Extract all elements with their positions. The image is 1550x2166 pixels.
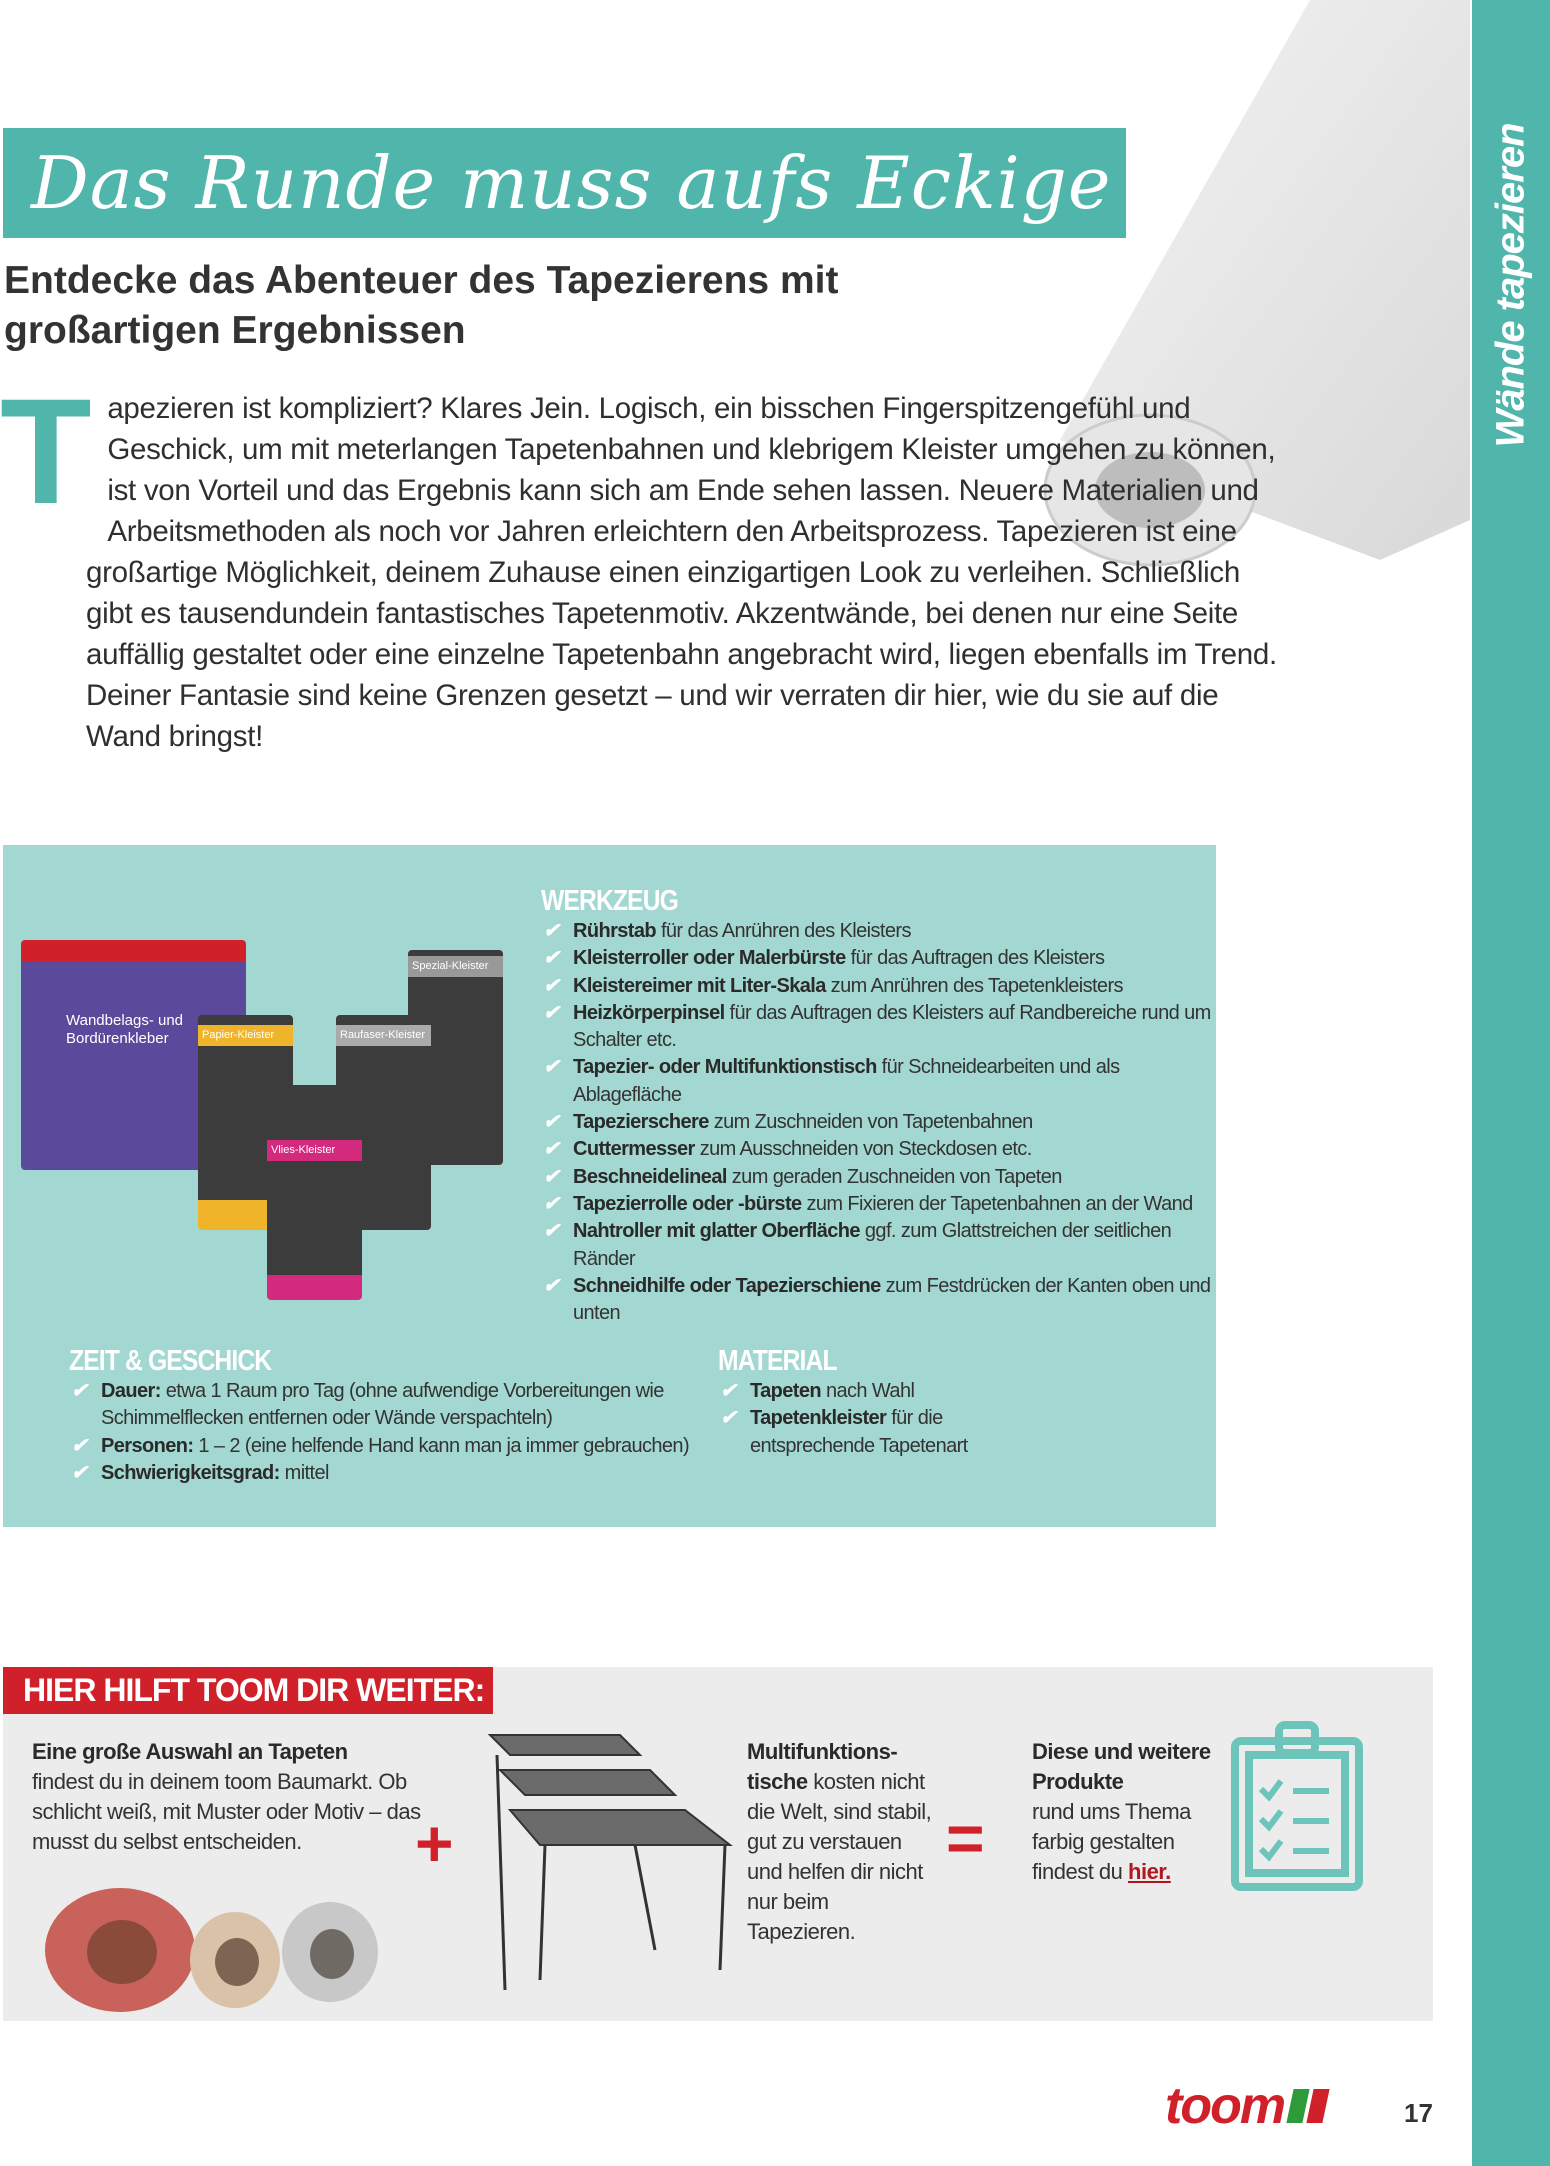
- subtitle: Entdecke das Abenteuer des Tapezierens mit großartigen Ergebnissen: [4, 259, 839, 352]
- checklist-item: ✔ Tapezierschere zum Zuschneiden von Tapetenbahnen: [541, 1109, 1211, 1136]
- check-icon: ✔: [543, 1111, 560, 1134]
- drop-cap: T: [0, 367, 92, 535]
- check-icon: ✔: [543, 1056, 560, 1079]
- title-band: [3, 128, 1126, 238]
- check-icon: ✔: [543, 1001, 560, 1024]
- equals-sign: =: [946, 1801, 985, 1875]
- material-list: [718, 1378, 1008, 1460]
- material-heading: MATERIAL: [718, 1345, 837, 1377]
- check-icon: ✔: [543, 974, 560, 997]
- checklist-item: ✔ Schneidhilfe oder Tapezierschiene zum Festdrücken der Kanten oben und unten: [543, 1274, 1211, 1325]
- checklist-item: ✔ Cuttermesser zum Ausschneiden von Steckdosen etc.: [541, 1136, 1211, 1163]
- check-icon: ✔: [543, 947, 560, 970]
- zeit-list: [69, 1378, 709, 1487]
- werkzeug-list: [541, 918, 1211, 1327]
- wallpaper-rolls-image: [30, 1880, 390, 2015]
- help-col-wallpaper: Eine große Auswahl an Tapeten findest du in deinem toom Baumarkt. Ob schlicht weiß, mit Muster oder Motiv – das musst du selbst entscheiden.: [32, 1739, 421, 1854]
- zeit-heading: ZEIT & GESCHICK: [69, 1345, 272, 1377]
- clipboard-checklist-icon: [1229, 1719, 1365, 1893]
- checklist-item: ✔ Nahtroller mit glatter Oberfläche ggf. zum Glattstreichen der seitlichen Ränder: [543, 1220, 1172, 1270]
- product-box-papier: Papier-Kleister: [198, 1015, 293, 1230]
- intro-paragraph: [0, 367, 1290, 757]
- checklist-item: ✔ Personen: 1 – 2 (eine helfende Hand kann man ja immer gebrauchen): [69, 1433, 709, 1460]
- checklist-item: ✔ Tapetenkleister für die entsprechende Tapetenart: [720, 1407, 968, 1457]
- checklist-item: ✔ Tapeten nach Wahl: [718, 1378, 1008, 1405]
- check-icon: ✔: [543, 1138, 560, 1161]
- plus-sign: +: [415, 1806, 454, 1880]
- checklist-item: ✔ Kleistereimer mit Liter-Skala zum Anrühren des Tapetenkleisters: [541, 973, 1211, 1000]
- check-icon: ✔: [543, 1274, 560, 1297]
- check-icon: ✔: [71, 1380, 88, 1402]
- page-title: Das Runde muss aufs Eckige: [31, 141, 1112, 225]
- check-icon: ✔: [720, 1407, 737, 1430]
- toom-logo: toom: [1165, 2076, 1326, 2136]
- products-link[interactable]: hier.: [1128, 1859, 1171, 1884]
- product-box-vlies: Vlies-Kleister: [267, 1085, 362, 1300]
- checklist-item: ✔ Rührstab für das Anrühren des Kleisters: [541, 918, 1211, 945]
- checklist-item: ✔ Heizkörperpinsel für das Auftragen des Kleisters auf Randbereiche rund um Schalter etc.: [543, 1001, 1211, 1052]
- check-icon: ✔: [543, 1165, 560, 1188]
- checklist-item: ✔ Tapezierrolle oder -bürste zum Fixieren der Tapetenbahnen an der Wand: [541, 1191, 1211, 1218]
- check-icon: ✔: [543, 1192, 560, 1215]
- help-heading: HIER HILFT TOOM DIR WEITER:: [3, 1667, 493, 1714]
- help-col-table: Multifunktionstische kosten nicht die Welt, sind stabil, gut zu verstauen und helfen dir nicht nur beim Tapezieren.: [747, 1739, 932, 1944]
- check-icon: ✔: [720, 1380, 737, 1402]
- check-icon: ✔: [71, 1434, 88, 1457]
- tools-panel: [3, 845, 1216, 1527]
- check-icon: ✔: [71, 1461, 88, 1484]
- help-col-products: Diese und weitere Produkte rund ums Thema farbig gestalten findest du hier.: [1032, 1739, 1211, 1884]
- checklist-item: ✔ Schwierigkeitsgrad: mittel: [69, 1460, 709, 1487]
- paste-bucket-image: Wandbelags- und Bordürenkleber: [21, 940, 246, 1170]
- checklist-item: ✔ Kleisterroller oder Malerbürste für das Auftragen des Kleisters: [541, 945, 1211, 972]
- intro-text: apezieren ist kompliziert? Klares Jein. Logisch, ein bisschen Fingerspitzengefühl und Geschick, um mit meterlangen Tapetenbahnen und klebrigem Kleister umgehen zu können, ist von Vorteil und das Ergebnis kann sich am Ende sehen lassen. Neuere Materialien und Arbeitsmethoden als noch vor Jahren erleichtern den Arbeitsprozess. Tapezieren ist eine großartige Möglichkeit, deinem Zuhause einen einzigartigen Look zu verleihen. Schließlich gibt es tausendundein fantastisches Tapetenmotiv. Akzentwände, bei denen nur eine Seite auffällig gestaltet oder eine einzelne Tapetenbahn angebracht wird, liegen ebenfalls im Trend. Deiner Fantasie sind keine Grenzen gesetzt – und wir verraten dir hier, wie du sie auf die Wand bringst!: [86, 392, 1277, 753]
- page-number: 17: [1404, 2098, 1433, 2128]
- checklist-item: ✔ Dauer: etwa 1 Raum pro Tag (ohne aufwendige Vorbereitungen wie Schimmelflecken entfernen oder Wände verspachteln): [71, 1380, 664, 1430]
- check-icon: ✔: [543, 920, 560, 942]
- product-box-raufaser: Raufaser-Kleister: [336, 1015, 431, 1230]
- section-label: Wände tapezieren: [1488, 122, 1533, 448]
- product-box-spezial: Spezial-Kleister: [408, 950, 503, 1165]
- werkzeug-heading: WERKZEUG: [541, 885, 678, 917]
- checklist-item: ✔ Tapezier- oder Multifunktionstisch für Schneidearbeiten und als Ablagefläche: [543, 1056, 1120, 1106]
- checklist-item: ✔ Beschneidelineal zum geraden Zuschneiden von Tapeten: [541, 1164, 1211, 1191]
- multifunction-table-image: [485, 1730, 735, 2000]
- check-icon: ✔: [543, 1220, 560, 1243]
